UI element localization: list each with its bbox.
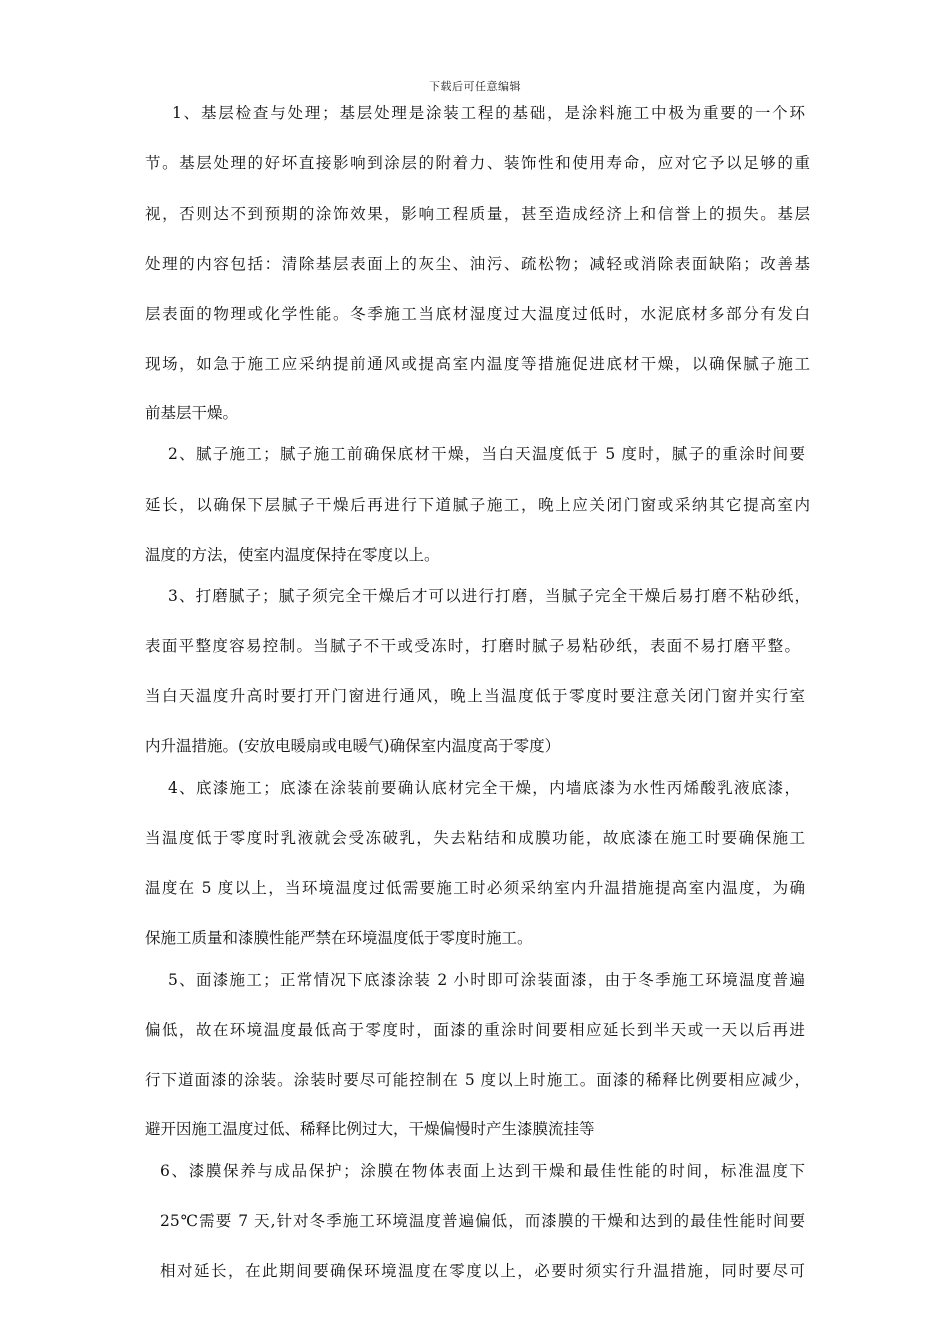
text-line: 25℃需要 7 天,针对冬季施工环境温度普遍偏低，而漆膜的干燥和达到的最佳性能时间要 (160, 1212, 805, 1230)
text-line: 1、基层检查与处理；基层处理是涂装工程的基础，是涂料施工中极为重要的一个环 (172, 104, 805, 122)
text-line: 现场，如急于施工应采纳提前通风或提高室内温度等措施促进底材干燥，以确保腻子施工 (145, 355, 810, 373)
text-line: 偏低，故在环境温度最低高于零度时，面漆的重涂时间要相应延长到半天或一天以后再进 (145, 1021, 805, 1039)
text-line: 内升温措施。(安放电暖扇或电暖气)确保室内温度高于零度） (145, 737, 561, 755)
text-line: 3、打磨腻子；腻子须完全干燥后才可以进行打磨，当腻子完全干燥后易打磨不粘砂纸， (168, 587, 810, 605)
text-line: 节。基层处理的好坏直接影响到涂层的附着力、装饰性和使用寿命，应对它予以足够的重 (145, 154, 810, 172)
text-line: 层表面的物理或化学性能。冬季施工当底材湿度过大温度过低时，水泥底材多部分有发白 (145, 305, 810, 323)
text-line: 前基层干燥。 (145, 404, 239, 422)
text-line: 6、漆膜保养与成品保护；涂膜在物体表面上达到干燥和最佳性能的时间，标准温度下 (160, 1162, 805, 1180)
text-line: 视，否则达不到预期的涂饰效果，影响工程质量，甚至造成经济上和信誉上的损失。基层 (145, 205, 810, 223)
text-line: 4、底漆施工；底漆在涂装前要确认底材完全干燥，内墙底漆为水性丙烯酸乳液底漆， (168, 779, 800, 797)
text-line: 5、面漆施工；正常情况下底漆涂装 2 小时即可涂装面漆，由于冬季施工环境温度普遍 (168, 971, 805, 989)
text-line: 2、腻子施工；腻子施工前确保底材干燥，当白天温度低于 5 度时，腻子的重涂时间要 (168, 445, 805, 463)
text-line: 当温度低于零度时乳液就会受冻破乳，失去粘结和成膜功能，故底漆在施工时要确保施工 (145, 829, 805, 847)
text-line: 温度的方法，使室内温度保持在零度以上。 (145, 546, 440, 564)
text-line: 表面平整度容易控制。当腻子不干或受冻时，打磨时腻子易粘砂纸，表面不易打磨平整。 (145, 637, 800, 655)
text-line: 避开因施工温度过低、稀释比例过大，干燥偏慢时产生漆膜流挂等 (145, 1120, 595, 1138)
text-line: 行下道面漆的涂装。涂装时要尽可能控制在 5 度以上时施工。面漆的稀释比例要相应减少， (145, 1071, 810, 1089)
text-line: 保施工质量和漆膜性能严禁在环境温度低于零度时施工。 (145, 929, 533, 947)
page-header: 下载后可任意编辑 (429, 80, 521, 93)
text-line: 温度在 5 度以上，当环境温度过低需要施工时必须采纳室内升温措施提高室内温度，为确 (145, 879, 805, 897)
text-line: 处理的内容包括：清除基层表面上的灰尘、油污、疏松物；减轻或消除表面缺陷；改善基 (145, 255, 810, 273)
text-line: 延长，以确保下层腻子干燥后再进行下道腻子施工，晚上应关闭门窗或采纳其它提高室内 (145, 496, 810, 514)
text-line: 相对延长，在此期间要确保环境温度在零度以上，必要时须实行升温措施，同时要尽可 (160, 1262, 805, 1280)
text-line: 当白天温度升高时要打开门窗进行通风，晚上当温度低于零度时要注意关闭门窗并实行室 (145, 687, 805, 705)
